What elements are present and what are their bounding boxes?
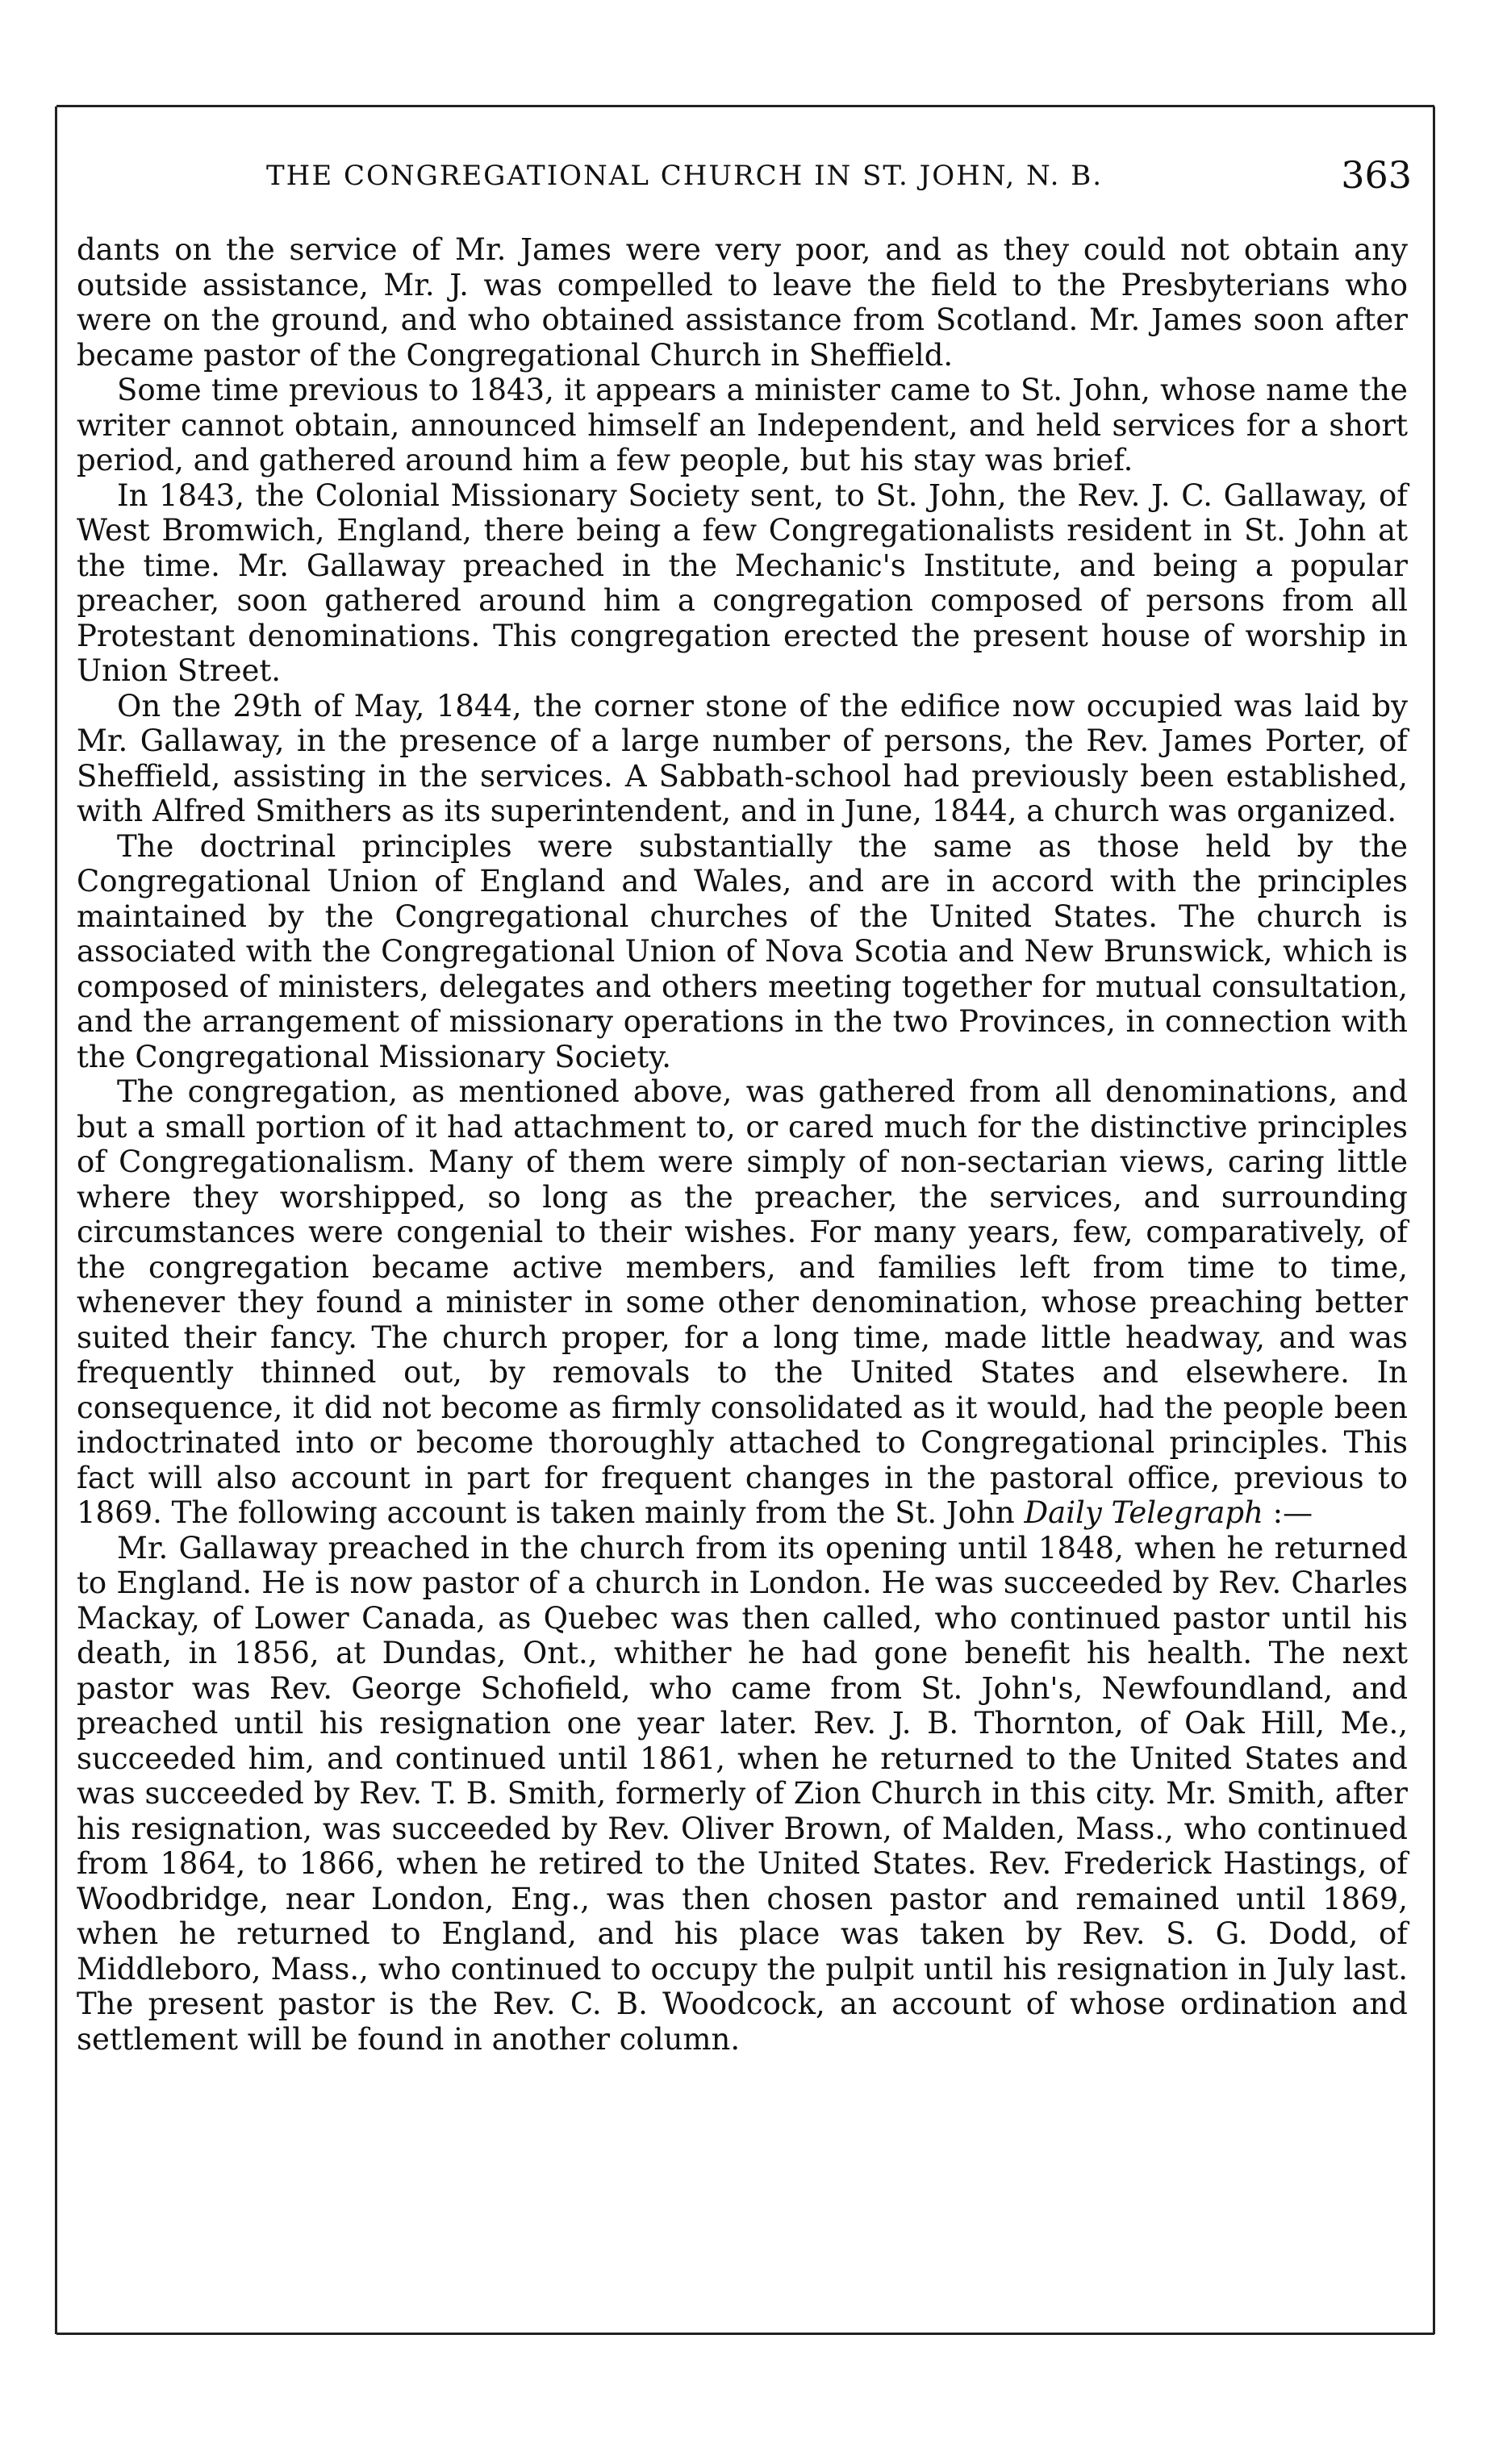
paragraph: In 1843, the Colonial Missionary Society sent, to St. John, the Rev. J. C. Gallaway, of West Bromwich, England, there being a few Congregationalists resident in St. John at the time. Mr. Gallaway preached in the Mechanic's Institute, and being a popular preacher, soon gathered around him a congregation composed of persons from all Protestant denominations. This congregation erected the present house of worship in Union Street. [77, 477, 1408, 688]
page-header [73, 153, 1412, 202]
paragraph: On the 29th of May, 1844, the corner stone of the edifice now occupied was laid by Mr. Gallaway, in the presence of a large number of persons, the Rev. James Porter, of Sheffield, assisting in the services. A Sabbath-school had previously been established, with Alfred Smithers as its superintendent, and in June, 1844, a church was organized. [77, 688, 1408, 828]
paragraph [77, 1074, 1408, 1531]
paragraph-tail: :— [1263, 1495, 1313, 1530]
paragraph: Mr. Gallaway preached in the church from its opening until 1848, when he returned to England. He is now pastor of a church in London. He was succeeded by Rev. Charles Mackay, of Lower Canada, as Quebec was then called, who continued pastor until his death, in 1856, at Dundas, Ont., whither he had gone benefit his health. The next pastor was Rev. George Schofield, who came from St. John's, Newfoundland, and preached until his resignation one year later. Rev. J. B. Thornton, of Oak Hill, Me., succeeded him, and continued until 1861, when he returned to the United States and was succeeded by Rev. T. B. Smith, formerly of Zion Church in this city. Mr. Smith, after his resignation, was succeeded by Rev. Oliver Brown, of Malden, Mass., who continued from 1864, to 1866, when he retired to the United States. Rev. Frederick Hastings, of Woodbridge, near London, Eng., was then chosen pastor and remained until 1869, when he returned to England, and his place was taken by Rev. S. G. Dodd, of Middleboro, Mass., who continued to occupy the pulpit until his resignation in July last. The present pastor is the Rev. C. B. Woodcock, an account of whose ordination and settlement will be found in another column. [77, 1530, 1408, 2057]
article-body [77, 232, 1408, 2057]
running-title: THE CONGREGATIONAL CHURCH IN ST. JOHN, N. B. [266, 160, 1103, 192]
paragraph: Some time previous to 1843, it appears a minister came to St. John, whose name the writer cannot obtain, announced himself an Independent, and held services for a short period, and gathered around him a few people, but his stay was brief. [77, 373, 1408, 477]
paragraph: The doctrinal principles were substantially the same as those held by the Congregational Union of England and Wales, and are in accord with the principles maintained by the Congregational churches of the United States. The church is associated with the Congregational Union of Nova Scotia and New Brunswick, which is composed of ministers, delegates and others meeting together for mutual consultation, and the arrangement of missionary operations in the two Provinces, in connection with the Congregational Missionary Society. [77, 828, 1408, 1074]
page-number: 363 [1341, 153, 1412, 197]
right-border-rule [1433, 106, 1435, 2334]
top-border-rule [56, 105, 1434, 107]
paragraph: dants on the service of Mr. James were very poor, and as they could not obtain any outside assistance, Mr. J. was compelled to leave the field to the Presbyterians who were on the ground, and who obtained assistance from Scotland. Mr. James soon after became pastor of the Congregational Church in Sheffield. [77, 232, 1408, 373]
newspaper-title: Daily Telegraph [1024, 1495, 1263, 1530]
left-border-rule [55, 106, 57, 2334]
bottom-border-rule [56, 2333, 1434, 2335]
paragraph-text: The congregation, as mentioned above, was gathered from all denominations, and but a small portion of it had attachment to, or cared much for the distinctive principles of Congregationalism. Many of them were simply of non-sectarian views, caring little where they worshipped, so long as the preacher, the services, and surrounding circumstances were congenial to their wishes. For many years, few, comparatively, of the congregation became active members, and families left from time to time, whenever they found a minister in some other denomination, whose preaching better suited their fancy. The church proper, for a long time, made little headway, and was frequently thinned out, by removals to the United States and elsewhere. In consequence, it did not become as firmly consolidated as it would, had the people been indoctrinated into or become thoroughly attached to Congregational principles. This fact will also account in part for frequent changes in the pastoral office, previous to 1869. The following account is taken mainly from the St. John [77, 1074, 1408, 1530]
